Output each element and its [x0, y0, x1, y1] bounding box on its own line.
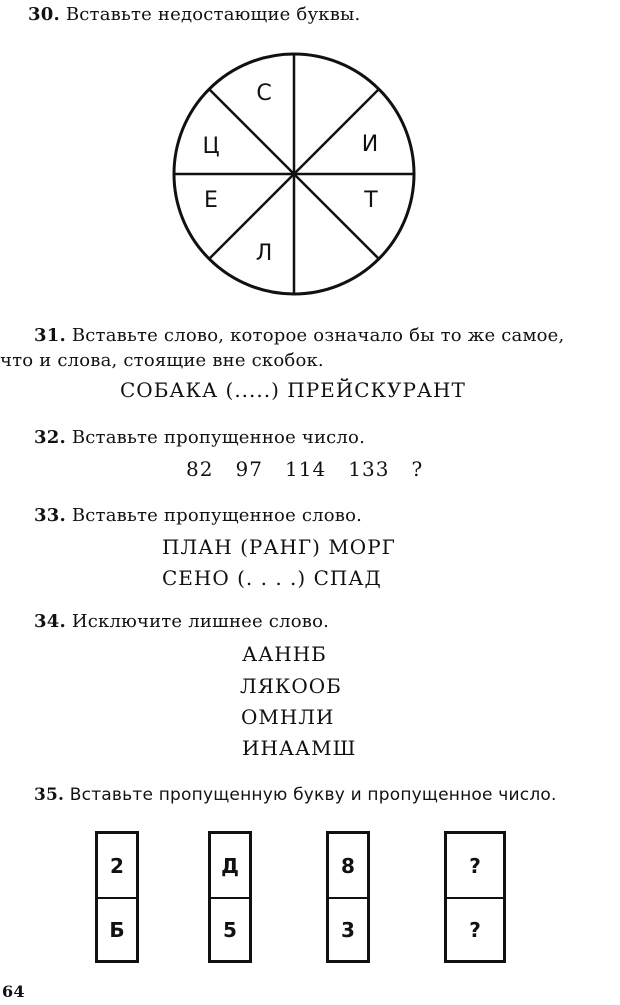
q34-word: ЛЯКООБ: [240, 674, 342, 698]
q34-word: ОМНЛИ: [241, 705, 335, 729]
card-top-value: ?: [469, 854, 481, 878]
card-divider: [211, 897, 249, 899]
page-number: 64: [2, 982, 25, 1001]
q31-heading: [34, 325, 564, 346]
q30-number: 30.: [28, 4, 60, 25]
card-bottom-value: Б: [109, 918, 125, 942]
card-bottom-value: 5: [223, 918, 237, 942]
q33-line1: ПЛАН (РАНГ) МОРГ: [162, 535, 396, 559]
number-card: [444, 831, 506, 963]
q32-number: 32.: [34, 427, 66, 448]
wheel-letter: Е: [204, 188, 218, 213]
q32-heading: [34, 427, 365, 448]
number-card: [208, 831, 252, 963]
q34-word: ААННБ: [242, 642, 327, 666]
q33-number: 33.: [34, 505, 66, 526]
q34-text: Исключите лишнее слово.: [71, 611, 330, 632]
card-divider: [98, 897, 136, 899]
q31-puzzle: СОБАКА (.....) ПРЕЙСКУРАНТ: [120, 378, 466, 402]
number-card: [326, 831, 370, 963]
q31-text-line1: Вставьте слово, которое означало бы то же самое,: [71, 325, 565, 346]
q34-number: 34.: [34, 611, 66, 632]
card-bottom-value: ?: [469, 918, 481, 942]
wheel-letter: Ц: [202, 134, 220, 159]
q34-word: ИНААМШ: [242, 736, 357, 760]
card-bottom-value: 3: [341, 918, 355, 942]
card-top-value: 2: [110, 854, 124, 878]
card-divider: [329, 897, 367, 899]
wheel-letter: Л: [255, 241, 273, 266]
q33-heading: [34, 505, 362, 526]
wheel-letter: С: [256, 81, 272, 106]
q33-line2: СЕНО (. . . .) СПАД: [162, 566, 382, 590]
q34-heading: [34, 611, 329, 632]
q31-number: 31.: [34, 325, 66, 346]
q32-text: Вставьте пропущенное число.: [71, 427, 366, 448]
q30-heading: [28, 4, 360, 25]
wheel-letter: И: [361, 132, 379, 157]
q35-number: 35.: [34, 785, 65, 805]
q31-text-line2: что и слова, стоящие вне скобок.: [0, 350, 324, 371]
card-divider: [447, 897, 503, 899]
q35-text: Вставьте пропущенную букву и пропущенное число.: [69, 785, 557, 805]
q33-text: Вставьте пропущенное слово.: [71, 505, 363, 526]
q32-sequence: 82 97 114 133 ?: [186, 457, 424, 481]
q35-heading: [34, 785, 557, 805]
number-card: [95, 831, 139, 963]
wheel-letter: Т: [364, 188, 378, 213]
card-top-value: Д: [221, 854, 239, 878]
card-top-value: 8: [341, 854, 355, 878]
letter-wheel: [170, 50, 420, 300]
q30-text: Вставьте недостающие буквы.: [65, 4, 361, 25]
